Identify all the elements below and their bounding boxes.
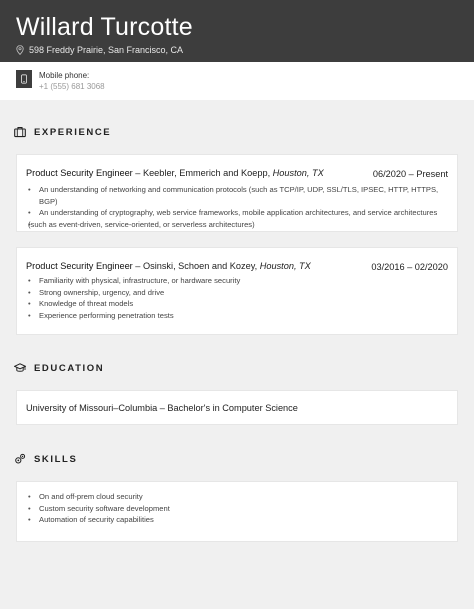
- phone-value: +1 (555) 681 3068: [39, 82, 105, 91]
- phone-icon: [16, 70, 32, 88]
- location-pin-icon: [16, 45, 24, 55]
- job-title-line: [26, 167, 324, 179]
- education-card: [16, 390, 458, 425]
- list-item: • An understanding of networking and communication protocols (such as TCP/IP, UDP, SSL/TLS, IPSEC, HTTP, HTTPS, BGP): [28, 184, 457, 207]
- job-card: [16, 247, 458, 335]
- job-company: – Osinski, Schoen and Kozey,: [132, 261, 260, 271]
- address-line: [16, 44, 183, 56]
- gears-icon: [14, 453, 26, 465]
- job-role: Product Security Engineer: [26, 168, 133, 178]
- job-bullets: [28, 184, 457, 231]
- skills-card: [16, 481, 458, 542]
- job-bullets: [28, 275, 240, 322]
- school-name: University of Missouri–Columbia: [26, 403, 158, 413]
- list-item: • (such as event-driven, service-oriented, or serverless architectures): [28, 219, 457, 231]
- job-location: Houston, TX: [272, 168, 324, 178]
- job-dates: 06/2020 – Present: [372, 169, 448, 179]
- list-item: • Strong ownership, urgency, and drive: [28, 287, 240, 299]
- list-item: • Automation of security capabilities: [28, 514, 170, 526]
- education-title: EDUCATION: [34, 362, 105, 374]
- list-item: • Experience performing penetration tests: [28, 310, 240, 322]
- list-item: • Custom security software development: [28, 503, 170, 515]
- experience-title: EXPERIENCE: [34, 126, 112, 138]
- education-heading: [14, 362, 104, 374]
- job-card: [16, 154, 458, 232]
- resume-header: [0, 0, 474, 62]
- skills-heading: [14, 453, 77, 465]
- experience-heading: [14, 126, 111, 138]
- list-item: • On and off-prem cloud security: [28, 491, 170, 503]
- job-role: Product Security Engineer: [26, 261, 133, 271]
- address-text: 598 Freddy Prairie, San Francisco, CA: [29, 45, 184, 55]
- briefcase-icon: [14, 126, 26, 138]
- job-title-line: [26, 260, 311, 272]
- job-dates: 03/2016 – 02/2020: [371, 262, 448, 272]
- phone-label: Mobile phone:: [39, 71, 90, 80]
- skills-title: SKILLS: [34, 453, 78, 465]
- job-company: – Keebler, Emmerich and Koepp,: [132, 168, 273, 178]
- degree-name: – Bachelor's in Computer Science: [157, 403, 298, 413]
- job-location: Houston, TX: [259, 261, 311, 271]
- list-item: • An understanding of cryptography, web service frameworks, mobile application architectures, and service architectures: [28, 207, 457, 219]
- candidate-name: Willard Turcotte: [16, 13, 193, 41]
- graduation-cap-icon: [14, 362, 26, 374]
- list-item: • Knowledge of threat models: [28, 298, 240, 310]
- skills-list: [28, 491, 170, 526]
- list-item: • Familiarity with physical, infrastructure, or hardware security: [28, 275, 240, 287]
- education-line: [26, 402, 298, 414]
- contact-strip: [0, 62, 474, 100]
